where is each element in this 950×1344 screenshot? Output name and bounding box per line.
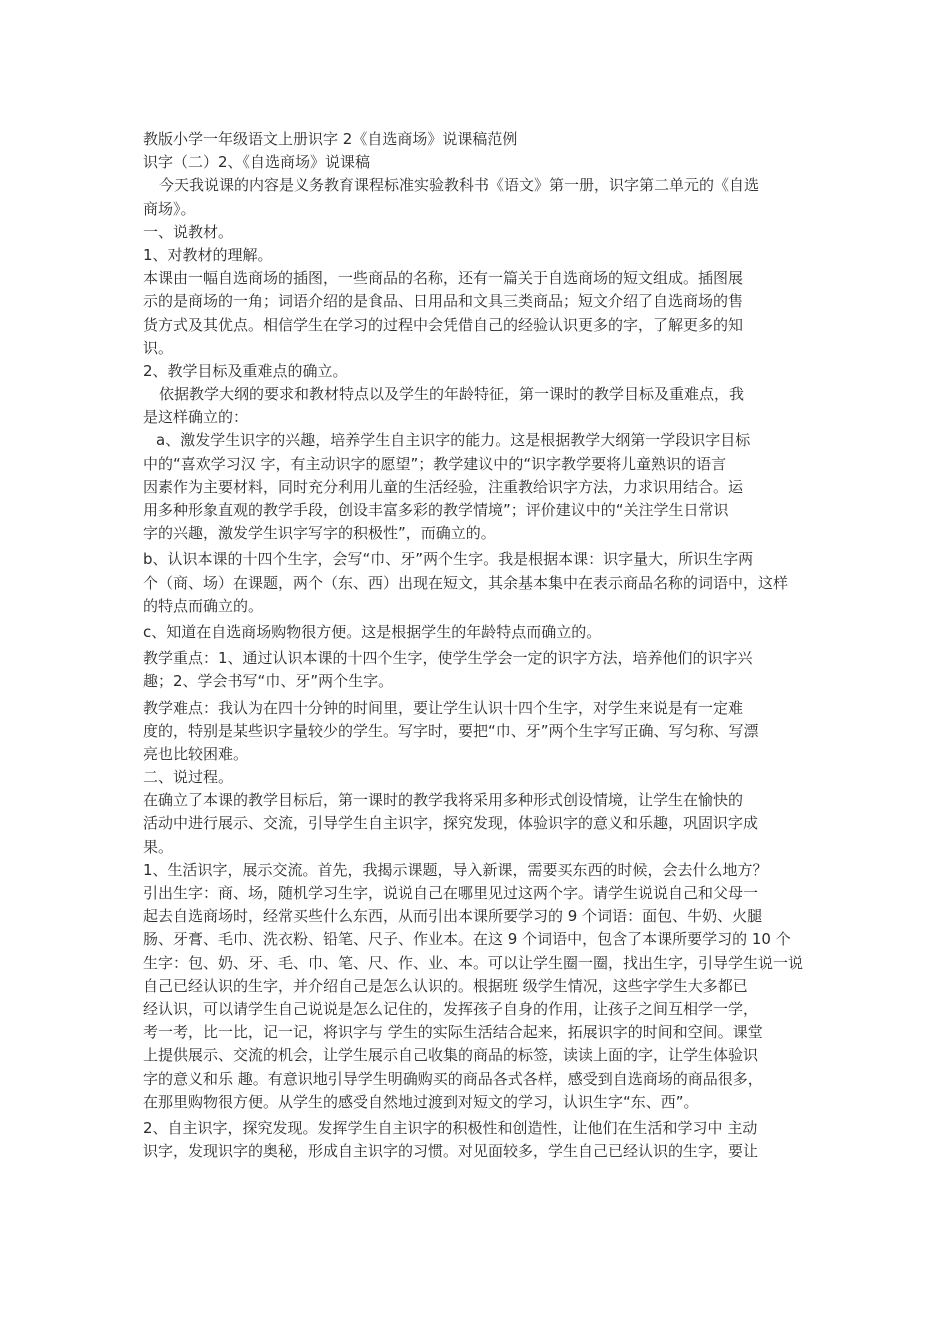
paragraph: [143, 859, 818, 1114]
document-subtitle: 识字（二）2、《自选商场》说课稿: [143, 153, 371, 172]
document-body: [143, 174, 818, 1163]
text-line: 引出生字：商、场，随机学习生字，说说自己在哪里见过这两个字。请学生说说自己和父母一: [143, 884, 759, 902]
text-line: a、激发学生识字的兴趣，培养学生自主识字的能力。这是根据教学大纲第一学段识字目标: [156, 431, 751, 450]
text-line: 教学重点：1、通过认识本课的十四个生字，使学生学会一定的识字方法，培养他们的识字兴: [143, 649, 753, 668]
paragraph: [143, 244, 818, 267]
text-line: 经认识，可以请学生自己说说是怎么记住的，发挥孩子自身的作用，让孩子之间互相学一学，: [143, 999, 759, 1018]
paragraph: [143, 429, 818, 545]
text-line: 1、对教材的理解。: [143, 245, 273, 264]
text-line: 是这样确立的：: [143, 408, 249, 427]
text-line: 肠、牙膏、毛巾、洗衣粉、铅笔、尺子、作业本。在这 9 个词语中，包含了本课所要学习的 10 个: [143, 930, 791, 949]
paragraph: [143, 789, 818, 859]
text-line: 的特点而确立的。: [143, 596, 264, 615]
text-line: c、知道在自选商场购物很方便。这是根据学生的年龄特点而确立的。: [143, 622, 602, 641]
text-line: 2、教学目标及重难点的确立。: [143, 361, 348, 380]
text-line: 个（商、场）在课题，两个（东、西）出现在短文，其余基本集中在表示商品名称的词语中，这样: [143, 573, 789, 592]
text-line: 中的“喜欢学习汉 字，有主动识字的愿望”；教学建议中的“识字教学要将儿童熟识的语言: [143, 454, 727, 473]
text-line: 今天我说课的内容是义务教育课程标准实验教科书《语文》第一册，识字第二单元的《自选: [159, 176, 760, 195]
paragraph: [143, 267, 818, 360]
text-line: 识。: [143, 338, 174, 357]
text-line: 商场》。: [143, 199, 196, 218]
paragraph: [143, 548, 818, 618]
paragraph: [143, 621, 818, 644]
text-line: 字的意义和乐 趣。有意识地引导学生明确购买的商品各式各样，感受到自选商场的商品很多，: [143, 1069, 763, 1088]
text-line: 2、自主识字，探究发现。发挥学生自主识字的积极性和创造性，让他们在生活和学习中 主动: [143, 1118, 758, 1137]
text-line: 在那里购物很方便。从学生的感受自然地过渡到对短文的学习，认识生字“东、西”。: [143, 1092, 699, 1111]
paragraph: [143, 697, 818, 767]
text-line: 亮也比较困难。: [143, 744, 249, 763]
text-line: 考一考，比一比，记一记，将识字与 学生的实际生活结合起来，拓展识字的时间和空间。课堂: [143, 1023, 763, 1042]
text-line: 1、生活识字，展示交流。首先，我揭示课题，导入新课，需要买东西的时候，会去什么地方？: [143, 860, 768, 879]
text-line: b、认识本课的十四个生字，会写“巾、牙”两个生字。我是根据本课：识字量大，所识生字两: [143, 550, 754, 569]
text-line: 二、说过程。: [143, 768, 234, 787]
paragraph: [143, 360, 818, 383]
text-line: 教学难点：我认为在四十分钟的时间里，要让学生认识十四个生字，对学生来说是有一定难: [143, 698, 744, 717]
text-line: 一、说教材。: [143, 222, 234, 241]
paragraph: [143, 647, 818, 693]
paragraph: [143, 766, 818, 789]
text-line: 本课由一幅自选商场的插图，一些商品的名称，还有一篇关于自选商场的短文组成。插图展: [143, 269, 744, 288]
paragraph: [143, 174, 818, 220]
text-line: 起去自选商场时，经常买些什么东西，从而引出本课所要学习的 9 个词语：面包、牛奶、火腿: [143, 907, 763, 926]
paragraph: [143, 383, 818, 429]
text-line: 自己已经认识的生字，并介绍自己是怎么认识的。根据班 级学生情况，这些字学生大多都已: [143, 976, 748, 995]
text-line: 趣；2、学会书写“巾、牙”两个生字。: [143, 672, 394, 691]
text-line: 因素作为主要材料，同时充分利用儿童的生活经验，注重教给识字方法，力求识用结合。运: [143, 477, 744, 496]
text-line: 生字：包、奶、牙、毛、巾、笔、尺、作、业、本。可以让学生圈一圈，找出生字，引导学生说一说: [143, 953, 804, 972]
text-line: 活动中进行展示、交流，引导学生自主识字，探究发现，体验识字的意义和乐趣，巩固识字成: [143, 814, 759, 833]
text-line: 字的兴趣，激发学生识字写字的积极性”，而确立的。: [143, 524, 496, 543]
text-line: 果。: [143, 837, 174, 856]
text-line: 度的，特别是某些识字量较少的学生。写字时，要把“巾、牙”两个生字写正确、写匀称、写漂: [143, 721, 759, 740]
text-line: 识字，发现识字的奥秘，形成自主识字的习惯。对见面较多，学生自己已经认识的生字，要让: [143, 1142, 759, 1161]
document-page: [143, 128, 818, 1163]
text-line: 依据教学大纲的要求和教材特点以及学生的年龄特征，第一课时的教学目标及重难点，我: [159, 385, 745, 404]
paragraph: [143, 221, 818, 244]
paragraph: [143, 1117, 818, 1163]
document-title: 教版小学一年级语文上册识字 2《自选商场》说课稿范例: [143, 130, 518, 148]
text-line: 货方式及其优点。相信学生在学习的过程中会凭借自己的经验认识更多的字，了解更多的知: [143, 315, 744, 334]
text-line: 用多种形象直观的教学手段，创设丰富多彩的教学情境”；评价建议中的“关注学生日常识: [143, 501, 729, 519]
text-line: 示的是商场的一角；词语介绍的是食品、日用品和文具三类商品；短文介绍了自选商场的售: [143, 292, 744, 311]
text-line: 在确立了本课的教学目标后，第一课时的教学我将采用多种形式创设情境，让学生在愉快的: [143, 791, 744, 810]
text-line: 上提供展示、交流的机会，让学生展示自己收集的商品的标签，读读上面的字，让学生体验识: [143, 1046, 759, 1065]
